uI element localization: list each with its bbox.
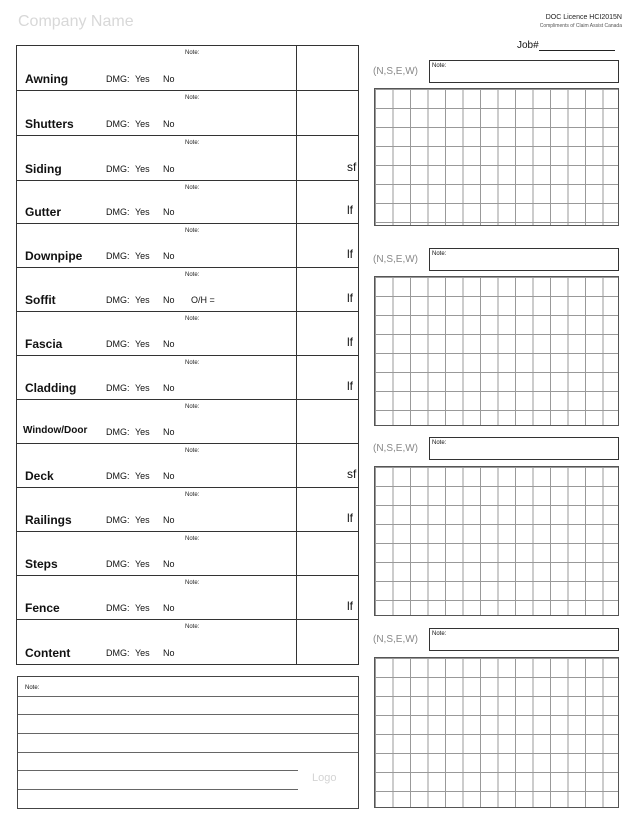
column-divider [296,400,297,443]
table-row [17,224,358,268]
dmg-no-option[interactable]: No [163,648,175,658]
dmg-yes-option[interactable]: Yes [135,471,150,481]
table-row [17,46,358,91]
column-divider [296,532,297,575]
column-divider [296,224,297,267]
dmg-label: DMG: [106,339,130,349]
sketch-note-label: Note: [432,631,447,637]
dmg-no-option[interactable]: No [163,339,175,349]
column-divider [296,91,297,135]
dmg-label: DMG: [106,164,130,174]
dmg-yes-option[interactable]: Yes [135,207,150,217]
direction-label: (N,S,E,W) [373,66,418,77]
dmg-yes-option[interactable]: Yes [135,603,150,613]
direction-label: (N,S,E,W) [373,254,418,265]
sketch-note-label: Note: [432,440,447,446]
dmg-no-option[interactable]: No [163,427,175,437]
row-label: Soffit [25,293,56,307]
dmg-no-option[interactable]: No [163,164,175,174]
sketch-note-field[interactable] [429,60,619,83]
company-name: Company Name [18,13,134,30]
dmg-no-option[interactable]: No [163,603,175,613]
table-row [17,181,358,224]
column-divider [296,444,297,487]
row-note-label: Note: [185,580,200,586]
row-note-label: Note: [185,272,200,278]
dmg-no-option[interactable]: No [163,207,175,217]
row-note-label: Note: [185,95,200,101]
note-line [18,770,298,771]
dmg-label: DMG: [106,119,130,129]
dmg-no-option[interactable]: No [163,559,175,569]
dmg-no-option[interactable]: No [163,119,175,129]
column-divider [296,181,297,223]
sketch-note-label: Note: [432,251,447,257]
sketch-grid[interactable] [374,657,619,808]
row-label: Fence [25,601,60,615]
unit-label: lf [347,247,353,261]
row-label: Gutter [25,205,61,219]
direction-label: (N,S,E,W) [373,634,418,645]
dmg-label: DMG: [106,648,130,658]
column-divider [296,268,297,311]
sketch-grid[interactable] [374,88,619,226]
column-divider [296,620,297,665]
row-label: Siding [25,162,62,176]
table-row [17,91,358,136]
unit-label: lf [347,379,353,393]
row-label: Steps [25,557,58,571]
unit-label: lf [347,511,353,525]
general-note-box[interactable] [17,676,359,809]
dmg-no-option[interactable]: No [163,515,175,525]
dmg-label: DMG: [106,74,130,84]
dmg-label: DMG: [106,603,130,613]
unit-label: lf [347,335,353,349]
dmg-yes-option[interactable]: Yes [135,515,150,525]
note-line [18,696,358,697]
column-divider [296,312,297,355]
dmg-yes-option[interactable]: Yes [135,383,150,393]
row-note-label: Note: [185,185,200,191]
column-divider [296,576,297,619]
row-label: Deck [25,469,54,483]
general-note-label: Note: [25,685,40,691]
row-label: Window/Door [23,425,88,436]
table-row [17,136,358,181]
dmg-label: DMG: [106,251,130,261]
dmg-yes-option[interactable]: Yes [135,295,150,305]
job-label: Job# [517,40,539,51]
licence-text: DOC Licence HCI2015N [545,14,622,21]
table-row [17,576,358,620]
sketch-note-field[interactable] [429,248,619,271]
table-row [17,620,358,665]
table-row [17,312,358,356]
column-divider [296,488,297,531]
dmg-yes-option[interactable]: Yes [135,251,150,261]
table-row [17,488,358,532]
dmg-yes-option[interactable]: Yes [135,74,150,84]
dmg-no-option[interactable]: No [163,251,175,261]
row-note-label: Note: [185,536,200,542]
row-note-label: Note: [185,316,200,322]
row-note-label: Note: [185,360,200,366]
row-note-label: Note: [185,404,200,410]
job-number-line[interactable] [539,40,615,51]
unit-label: lf [347,599,353,613]
unit-label: sf [347,467,357,481]
sketch-note-field[interactable] [429,437,619,460]
row-note-label: Note: [185,140,200,146]
sketch-grid[interactable] [374,276,619,426]
direction-label: (N,S,E,W) [373,443,418,454]
logo-placeholder: Logo [312,772,337,784]
column-divider [296,356,297,399]
column-divider [296,46,297,90]
dmg-label: DMG: [106,559,130,569]
dmg-label: DMG: [106,515,130,525]
dmg-label: DMG: [106,383,130,393]
unit-label: lf [347,291,353,305]
dmg-label: DMG: [106,207,130,217]
dmg-yes-option[interactable]: Yes [135,339,150,349]
row-label: Railings [25,513,72,527]
licence-block [540,14,622,30]
note-line [18,714,358,715]
sketch-note-field[interactable] [429,628,619,651]
unit-label: sf [347,160,357,174]
overhang-label: O/H = [191,295,215,305]
sketch-note-label: Note: [432,63,447,69]
row-label: Cladding [25,381,77,395]
dmg-no-option[interactable]: No [163,74,175,84]
dmg-yes-option[interactable]: Yes [135,164,150,174]
table-row [17,268,358,312]
job-number-field[interactable] [517,40,615,51]
unit-label: lf [347,203,353,217]
row-label: Awning [25,72,69,86]
dmg-label: DMG: [106,295,130,305]
note-line [18,789,298,790]
note-line [18,752,358,753]
row-note-label: Note: [185,492,200,498]
row-note-label: Note: [185,448,200,454]
sketch-grid[interactable] [374,466,619,616]
row-note-label: Note: [185,50,200,56]
dmg-no-option[interactable]: No [163,471,175,481]
dmg-no-option[interactable]: No [163,295,175,305]
row-label: Downpipe [25,249,83,263]
dmg-yes-option[interactable]: Yes [135,559,150,569]
table-row [17,356,358,400]
note-line [18,733,358,734]
column-divider [296,136,297,180]
row-note-label: Note: [185,228,200,234]
dmg-yes-option[interactable]: Yes [135,119,150,129]
row-label: Fascia [25,337,63,351]
dmg-yes-option[interactable]: Yes [135,427,150,437]
row-label: Content [25,646,71,660]
table-row [17,532,358,576]
row-label: Shutters [25,117,74,131]
dmg-yes-option[interactable]: Yes [135,648,150,658]
row-note-label: Note: [185,624,200,630]
damage-table [16,45,359,665]
dmg-label: DMG: [106,427,130,437]
dmg-no-option[interactable]: No [163,383,175,393]
licence-subtext: Compliments of Claim Assist Canada [539,23,622,29]
table-row [17,400,358,444]
table-row [17,444,358,488]
dmg-label: DMG: [106,471,130,481]
